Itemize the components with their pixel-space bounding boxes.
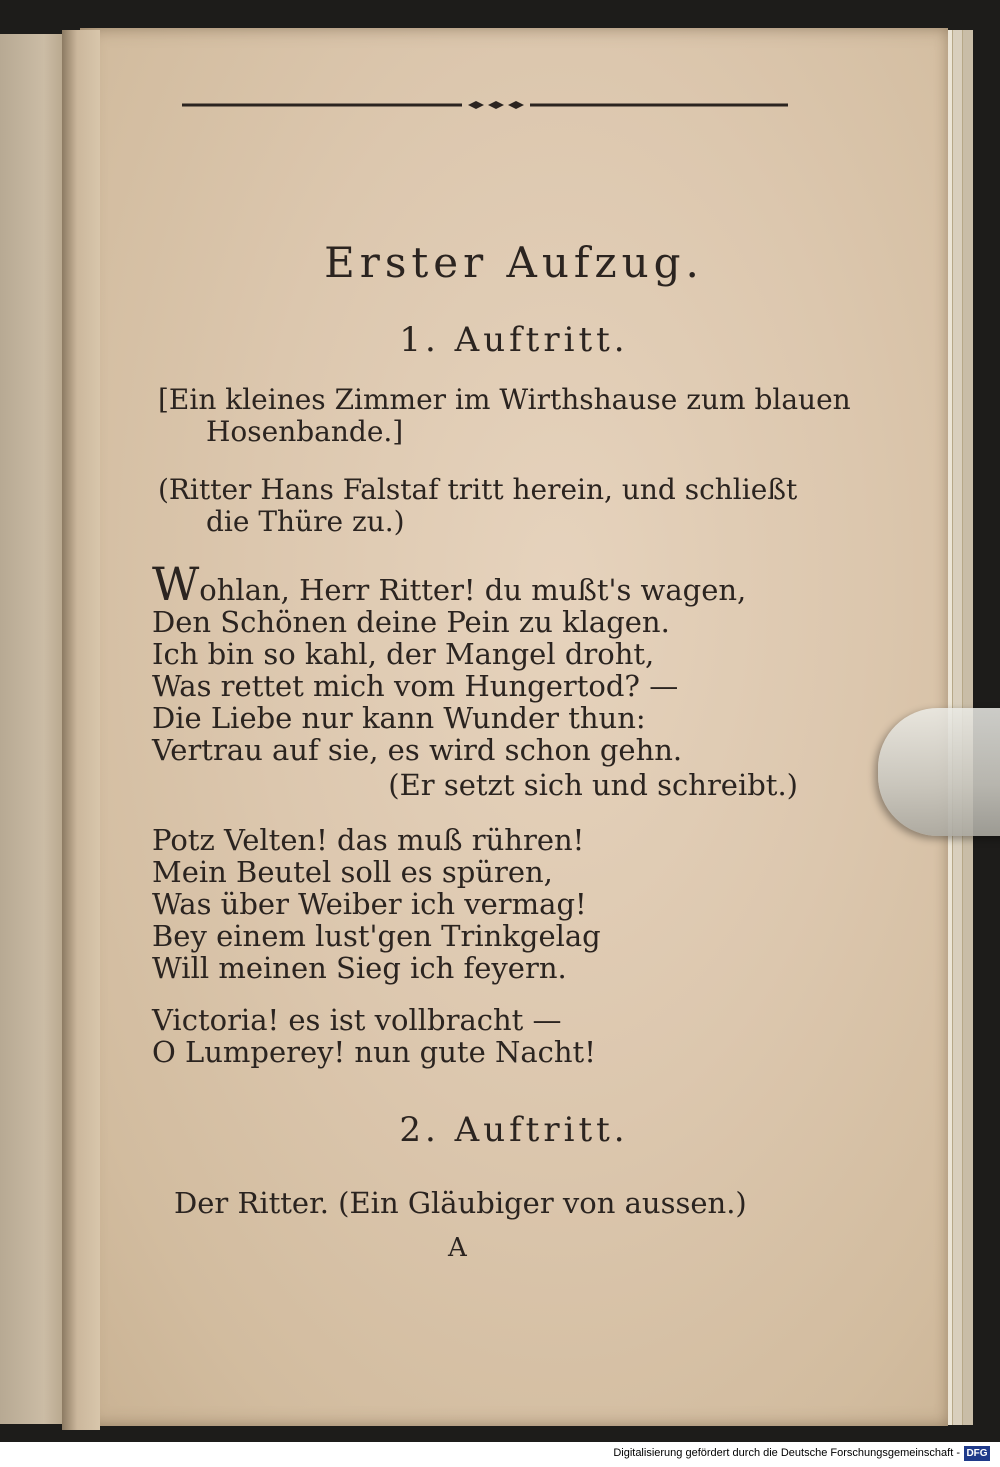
verse-line: Was rettet mich vom Hungertod? — bbox=[152, 669, 679, 703]
verse-line: Will meinen Sieg ich feyern. bbox=[152, 951, 567, 985]
verse-line: Die Liebe nur kann Wunder thun: bbox=[152, 701, 646, 735]
stage-direction-line: (Ritter Hans Falstaf tritt herein, und schließt bbox=[158, 473, 798, 506]
verse-stanza-2 bbox=[152, 824, 601, 984]
scene-1-title: 1. Auftritt. bbox=[399, 320, 629, 360]
book-gutter bbox=[62, 30, 100, 1430]
verse-stanza-3 bbox=[152, 1004, 596, 1068]
stage-direction-setting bbox=[158, 384, 851, 448]
book-page bbox=[80, 28, 948, 1426]
dfg-logo: DFG bbox=[964, 1446, 990, 1461]
verse-line: Ich bin so kahl, der Mangel droht, bbox=[152, 637, 655, 671]
verse-line: O Lumperey! nun gute Nacht! bbox=[152, 1035, 596, 1069]
verse-line-text: ohlan, Herr Ritter! du mußt's wagen, bbox=[199, 573, 747, 607]
scene-2-title: 2. Auftritt. bbox=[399, 1110, 629, 1150]
stage-direction-line: Hosenbande.] bbox=[206, 415, 404, 448]
verse-line: Victoria! es ist vollbracht — bbox=[152, 1003, 562, 1037]
verse-line bbox=[152, 557, 747, 611]
drop-cap: W bbox=[152, 557, 200, 611]
act-title: Erster Aufzug. bbox=[324, 238, 704, 287]
verse-line: Potz Velten! das muß rühren! bbox=[152, 823, 585, 857]
verse-stanza-1 bbox=[152, 557, 747, 767]
stage-direction-entrance bbox=[158, 474, 797, 538]
page-holder-clip bbox=[878, 708, 1000, 836]
verse-line: Den Schönen deine Pein zu klagen. bbox=[152, 605, 670, 639]
stage-direction-line: die Thüre zu.) bbox=[206, 505, 405, 538]
stage-direction-line: [Ein kleines Zimmer im Wirthshause zum blauen bbox=[158, 383, 851, 416]
verse-line: Vertrau auf sie, es wird schon gehn. bbox=[152, 733, 683, 767]
verse-line: Mein Beutel soll es spüren, bbox=[152, 855, 553, 889]
verse-line: Bey einem lust'gen Trinkgelag bbox=[152, 919, 601, 953]
footer-credit: Digitalisierung gefördert durch die Deutsche Forschungsgemeinschaft - bbox=[613, 1447, 960, 1459]
verse-line: Was über Weiber ich vermag! bbox=[152, 887, 587, 921]
stage-aside: (Er setzt sich und schreibt.) bbox=[388, 768, 798, 802]
speaker-list: Der Ritter. (Ein Gläubiger von aussen.) bbox=[174, 1186, 747, 1220]
ornamental-rule bbox=[182, 98, 788, 112]
signature-mark: A bbox=[448, 1233, 467, 1263]
